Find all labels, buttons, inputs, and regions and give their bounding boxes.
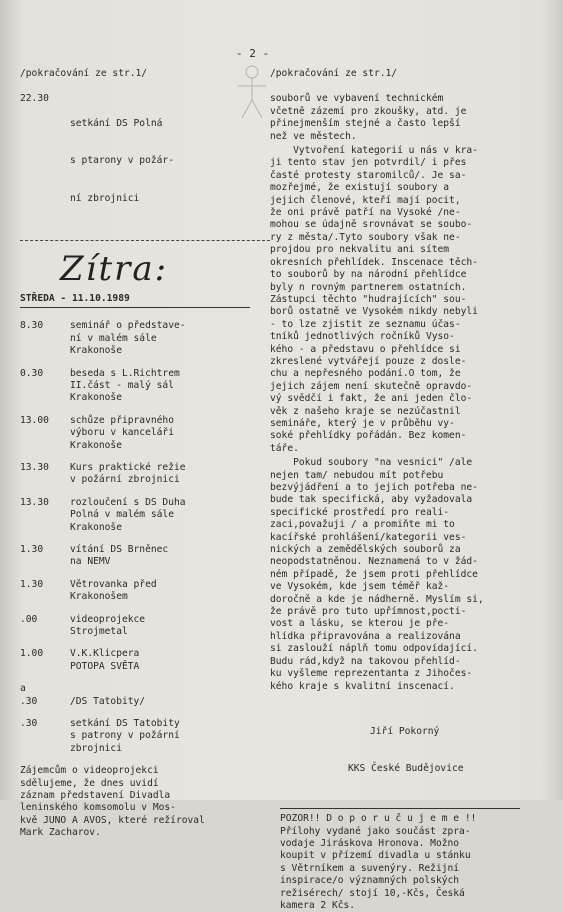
event-time: .30 — [20, 718, 38, 730]
event-description — [70, 579, 157, 604]
event-line: s patrony v požární — [70, 730, 180, 742]
day-heading: STŘEDA - 11.10.1989 — [20, 292, 130, 304]
notice-line: kamera 2 Kčs. — [280, 900, 356, 911]
event-item — [20, 683, 265, 695]
notice-line: koupit v přízemí divadla u stánku — [280, 850, 471, 862]
paragraph-line: kacířské prohlášení/kategorii ves- — [270, 531, 467, 543]
event-line: seminář o představe- — [70, 320, 186, 332]
paragraph-line: mozřejmé, že existují soubory a — [270, 182, 450, 194]
event-description — [70, 648, 139, 673]
event-line: Kurs praktické režie — [70, 461, 186, 473]
paragraph-line: souborů ve vybavení technickém — [270, 93, 444, 105]
event-item — [20, 648, 265, 673]
page-number: - 2 - — [236, 47, 270, 60]
event-item — [20, 320, 265, 357]
event-time: 1.00 — [20, 648, 44, 660]
event-line: zbrojnici — [70, 742, 122, 754]
paragraph-line: vý svědčí i fakt, že ani jeden člo- — [270, 393, 473, 405]
paragraph-line: chu a nepřesného podání.O tom, že — [270, 368, 461, 380]
event-line: setkání DS Tatobity — [70, 718, 180, 730]
paragraph-line: že právě pro tuto upřímnost,pocti- — [270, 606, 467, 618]
event-line: Krakonoše — [70, 345, 122, 357]
paragraph-line: časté protesty staromilců/. Je sa- — [270, 169, 467, 181]
paragraph-2 — [270, 145, 532, 455]
notice-line: POZOR!! D o p o r u č u j e m e !! — [280, 813, 477, 825]
event-time: 0.30 — [20, 367, 44, 379]
paragraph-line: bude tak specifická, aby vyžadovala — [270, 494, 473, 506]
event-item — [20, 718, 265, 755]
paragraph-line: Zástupci těchto "hudrajících" sou- — [270, 293, 467, 305]
paragraph-line: nických a zemědělských souborů za — [270, 544, 461, 556]
event-item — [20, 614, 265, 639]
paragraph-line: specifické prostředí pro reali- — [270, 506, 450, 518]
paragraph-line: okresních přehlídek. Inscenace těch- — [270, 256, 478, 268]
event-description — [70, 544, 168, 569]
paragraph-line: zkreslené vytvářejí pouze z dosle- — [270, 355, 467, 367]
paragraph-line: projdou pro nekvalitu ani sítem — [270, 244, 450, 256]
event-line: výboru v kanceláři — [70, 427, 174, 439]
right-continued-note: /pokračování ze str.1/ — [270, 68, 398, 79]
paragraph-line: ve Vysokém, kde jsem téměř kaž- — [270, 581, 450, 593]
right-column — [270, 68, 532, 912]
event-line: Krakonoše — [70, 521, 122, 533]
notice-box — [280, 808, 520, 912]
event-line: POTOPA SVĚTA — [70, 660, 140, 672]
closing-line: záznam představení Divadla — [20, 790, 171, 802]
event-item — [20, 462, 265, 487]
event-description: setkání DS Polná s ptarony v požár- ní zbrojnici — [70, 118, 174, 204]
event-line: beseda s L.Richtrem — [70, 367, 180, 379]
event-line: /DS Tatobity/ — [70, 695, 146, 707]
event-description — [70, 497, 186, 534]
paragraph-line: než ve městech. — [270, 130, 357, 142]
paragraph-line: Vytvoření kategorií u nás v kra- — [270, 145, 478, 157]
signature-org: KKS České Budějovice — [348, 762, 464, 774]
event-line: rozloučení s DS Duha — [70, 496, 186, 508]
event-time: 22.30 — [20, 93, 49, 105]
event-time: a — [20, 683, 26, 695]
paragraph-line: jejich členové, kteří mají pocit, — [270, 194, 461, 206]
event-item — [20, 696, 265, 708]
paragraph-line: ku vyšleme reprezentanta z Jihočes- — [270, 668, 473, 680]
paragraph-1 — [270, 93, 532, 143]
event-time: 1.30 — [20, 578, 44, 590]
paragraph-line: si zaslouží náplň tomu odpovídající. — [270, 643, 478, 655]
event-line: Krakonoše — [70, 392, 122, 404]
notice-text — [280, 813, 520, 912]
paragraph-line: borů ostatně ve Vysokém nikdy nebyli — [270, 306, 478, 318]
closing-line: leninského komsomolu v Mos- — [20, 802, 176, 814]
paragraph-line: přinejmenším stejné a často lepší — [270, 118, 461, 130]
paragraph-line: mohou se údajně srovnávat se soubo- — [270, 219, 473, 231]
first-event — [20, 93, 265, 229]
paragraph-line: že oni právě patří na Vysoké /ne- — [270, 207, 461, 219]
event-description — [70, 614, 145, 639]
notice-line: s Větrníkem a suvenýry. Režijní — [280, 862, 460, 874]
paragraph-line: to souborů by na národní přehlídce — [270, 269, 467, 281]
event-time: 8.30 — [20, 320, 44, 332]
paragraph-line: nejen tam/ nebudou mít potřebu — [270, 469, 444, 481]
event-description — [70, 368, 180, 405]
event-time: 13.00 — [20, 414, 49, 426]
event-line: na NEMV — [70, 556, 111, 568]
event-line: videoprojekce — [70, 613, 146, 625]
paragraph-line: tníků jednotlivých ročníků Vyso- — [270, 331, 455, 343]
paragraph-line: zaci,považuji / a promiňte mi to — [270, 519, 455, 531]
notice-line: vodaje Jiráskova Hronova. Možno — [280, 837, 460, 849]
event-line: V.K.Klicpera — [70, 648, 140, 660]
paragraph-3 — [270, 457, 532, 693]
signature-name: Jiří Pokorný — [370, 725, 440, 737]
event-time: .00 — [20, 613, 38, 625]
paragraph-line: neopodstatněnou. Neznamená to v žád- — [270, 556, 478, 568]
paragraph-line: kého kraje s kvalitní inscenací. — [270, 680, 455, 692]
paragraph-line: ji tento stav jen potvrdil/ i přes — [270, 157, 467, 169]
paragraph-line: - to lze zjistit ze seznamu účas- — [270, 318, 461, 330]
event-item — [20, 415, 265, 452]
paragraph-line: kého - a představu o přehlídce si — [270, 343, 461, 355]
day-underline — [20, 307, 250, 308]
closing-line: Zájemcům o videoprojekci — [20, 765, 159, 777]
event-line: Krakonošem — [70, 591, 128, 603]
paragraph-line: věk z našeho kraje se nezúčastnil — [270, 405, 461, 417]
event-item — [20, 368, 265, 405]
closing-line: Mark Zacharov. — [20, 827, 101, 839]
paragraph-line: vost a lásku, se kterou je pře- — [270, 618, 450, 630]
event-time: 1.30 — [20, 543, 44, 555]
notice-line: režisérech/ stojí 10,-Kčs, Česká — [280, 887, 465, 899]
event-line: schůze připravného — [70, 414, 174, 426]
event-line: II.část - malý sál — [70, 379, 174, 391]
left-continued-note: /pokračování ze str.1/ — [20, 68, 148, 79]
paragraph-line: bezvýjádření a to jejich potřeba ne- — [270, 482, 478, 493]
event-line: Strojmetal — [70, 626, 128, 637]
event-description — [70, 696, 145, 708]
paragraph-line: doročně a kde je nádherně. Myslím si, — [270, 593, 484, 605]
event-item — [20, 579, 265, 604]
paragraph-line: Budu rád,když na takovou přehlíd- — [270, 655, 461, 667]
event-description — [70, 415, 174, 452]
event-line: Krakonoše — [70, 439, 122, 451]
notice-line: inspirace/o významných polských — [280, 875, 460, 887]
zitra-heading: Zítra: — [60, 248, 169, 289]
event-description — [70, 718, 180, 755]
event-time: 13.30 — [20, 461, 49, 473]
event-time: 13.30 — [20, 496, 49, 508]
event-list — [20, 320, 265, 755]
paragraph-line: táře. — [270, 442, 299, 454]
paragraph-line: jejich zájem není skutečně opravdo- — [270, 380, 473, 392]
event-item — [20, 544, 265, 569]
event-line: v požární zbrojnici — [70, 474, 180, 486]
dashed-divider — [20, 240, 270, 241]
event-description — [70, 462, 186, 487]
paragraph-line: soké přehlídky pořádán. Bez komen- — [270, 430, 467, 442]
signature — [270, 701, 532, 800]
event-line: Větrovanka před — [70, 578, 157, 590]
paragraph-line: ném případě, že jsem proti přehlídce — [270, 568, 478, 580]
notice-line: Přílohy vydané jako součást zpra- — [280, 825, 471, 837]
paragraph-line: ry z města/.Tyto soubory však ne- — [270, 231, 461, 243]
paragraph-line: hlídka připravována a realizována — [270, 630, 461, 642]
paragraph-line: včetně zázemí pro zkoušky, atd. je — [270, 105, 467, 117]
closing-line: kvě JUNO A AVOS, které režíroval — [20, 814, 205, 826]
closing-paragraph — [20, 765, 265, 839]
event-line: Polná v malém sále — [70, 509, 174, 521]
paragraph-line: byly n rovným partnerem ostatních. — [270, 281, 467, 293]
event-description — [70, 320, 186, 357]
event-time: .30 — [20, 695, 38, 707]
event-line: vítání DS Brněnec — [70, 543, 169, 555]
event-item — [20, 497, 265, 534]
paragraph-line: Pokud soubory "na vesnici" /ale — [270, 457, 473, 469]
event-line: ní v malém sále — [70, 332, 157, 344]
left-column — [20, 68, 265, 840]
closing-line: sdělujeme, že dnes uvidí — [20, 777, 159, 789]
paragraph-line: semináře, který je v průběhu vy- — [270, 417, 455, 429]
